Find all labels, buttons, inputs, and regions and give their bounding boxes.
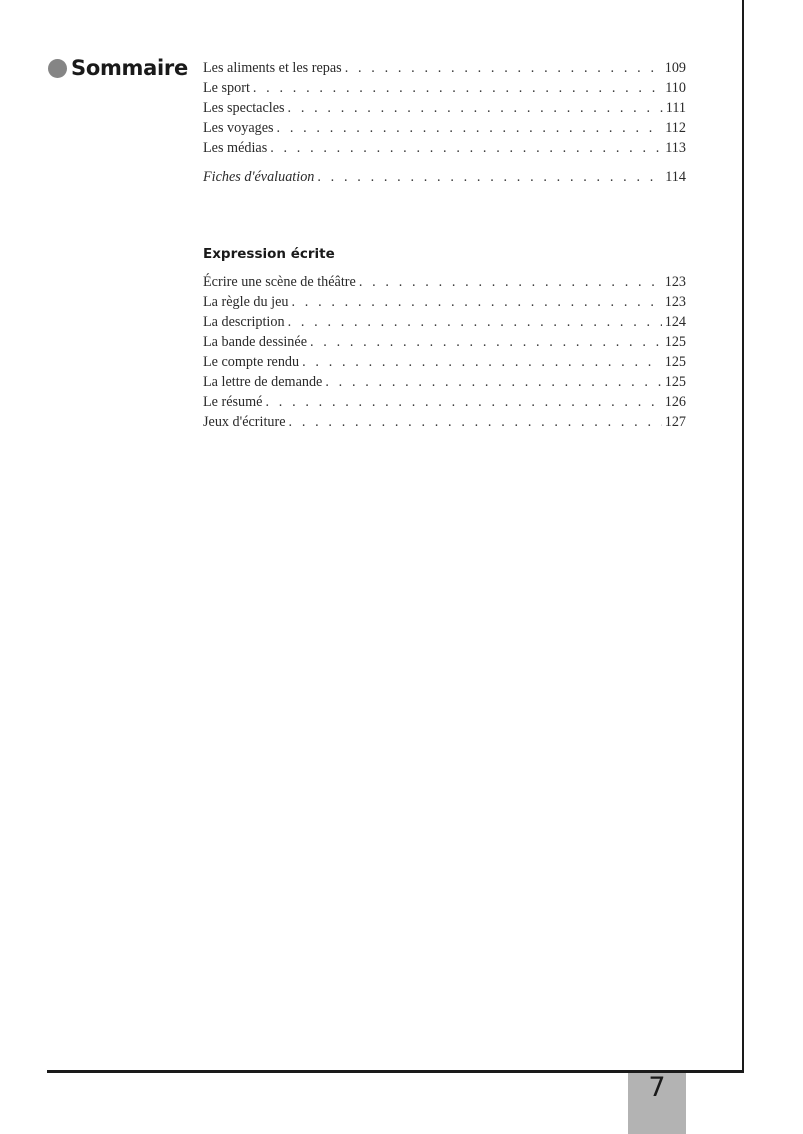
dot-leader (253, 78, 662, 98)
toc-entry[interactable] (203, 58, 686, 78)
toc-entry-label: Les voyages (203, 120, 274, 136)
toc-entry-page: 112 (665, 120, 686, 136)
toc-entry-label: Les spectacles (203, 100, 285, 116)
toc-entry-label: La description (203, 314, 285, 330)
toc-entry[interactable] (203, 352, 686, 372)
toc-entry[interactable] (203, 412, 686, 432)
dot-leader (288, 312, 662, 332)
right-border-rule (742, 0, 744, 1073)
section-title-expression-ecrite: Expression écrite (203, 246, 335, 262)
toc-entry-page: 123 (664, 274, 686, 290)
dot-leader (291, 292, 661, 312)
toc-entry-label: Le sport (203, 80, 250, 96)
toc-entry[interactable] (203, 372, 686, 392)
dot-leader (289, 412, 662, 432)
toc-entry-page: 125 (664, 354, 686, 370)
toc-entry-label: Fiches d'évaluation (203, 169, 315, 185)
toc-entry[interactable] (203, 118, 686, 138)
toc-entry-page: 125 (664, 374, 686, 390)
toc-evaluation (203, 167, 686, 187)
toc-entry[interactable] (203, 78, 686, 98)
toc-group-expression-ecrite (203, 272, 686, 432)
toc-entry-page: 125 (664, 334, 686, 350)
circle-bullet-icon (48, 59, 67, 78)
toc-entry-label: Les médias (203, 140, 268, 156)
page-number-tab (628, 1073, 686, 1134)
toc-entry-page: 110 (665, 80, 686, 96)
toc-entry[interactable] (203, 138, 686, 158)
toc-entry-page: 127 (664, 414, 686, 430)
toc-entry[interactable] (203, 332, 686, 352)
toc-entry[interactable] (203, 292, 686, 312)
toc-entry-label: Le compte rendu (203, 354, 300, 370)
toc-entry-evaluation[interactable] (203, 167, 686, 187)
toc-entry-label: Les aliments et les repas (203, 60, 342, 76)
toc-entry-label: La lettre de demande (203, 374, 323, 390)
toc-entry-label: Écrire une scène de théâtre (203, 274, 356, 290)
dot-leader (345, 58, 662, 78)
dot-leader (288, 98, 663, 118)
toc-entry-page: 113 (665, 140, 686, 156)
dot-leader (302, 352, 662, 372)
toc-entry-label: Jeux d'écriture (203, 414, 286, 430)
dot-leader (310, 332, 662, 352)
dot-leader (270, 138, 662, 158)
sommaire-title: Sommaire (71, 56, 188, 80)
dot-leader (265, 392, 661, 412)
dot-leader (359, 272, 662, 292)
toc-entry-page: 123 (664, 294, 686, 310)
toc-entry-page: 124 (664, 314, 686, 330)
toc-entry-page: 109 (664, 60, 686, 76)
toc-entry-label: Le résumé (203, 394, 263, 410)
dot-leader (317, 167, 662, 187)
toc-entry-page: 111 (665, 100, 686, 116)
toc-entry[interactable] (203, 272, 686, 292)
toc-entry-label: La règle du jeu (203, 294, 289, 310)
toc-entry-page: 114 (665, 169, 686, 185)
toc-group-themes (203, 58, 686, 158)
dot-leader (325, 372, 661, 392)
toc-entry[interactable] (203, 392, 686, 412)
toc-entry[interactable] (203, 98, 686, 118)
toc-entry-label: La bande dessinée (203, 334, 307, 350)
page-number: 7 (648, 1072, 666, 1103)
toc-entry[interactable] (203, 312, 686, 332)
toc-entry-page: 126 (664, 394, 686, 410)
dot-leader (277, 118, 663, 138)
sommaire-heading (48, 56, 188, 80)
